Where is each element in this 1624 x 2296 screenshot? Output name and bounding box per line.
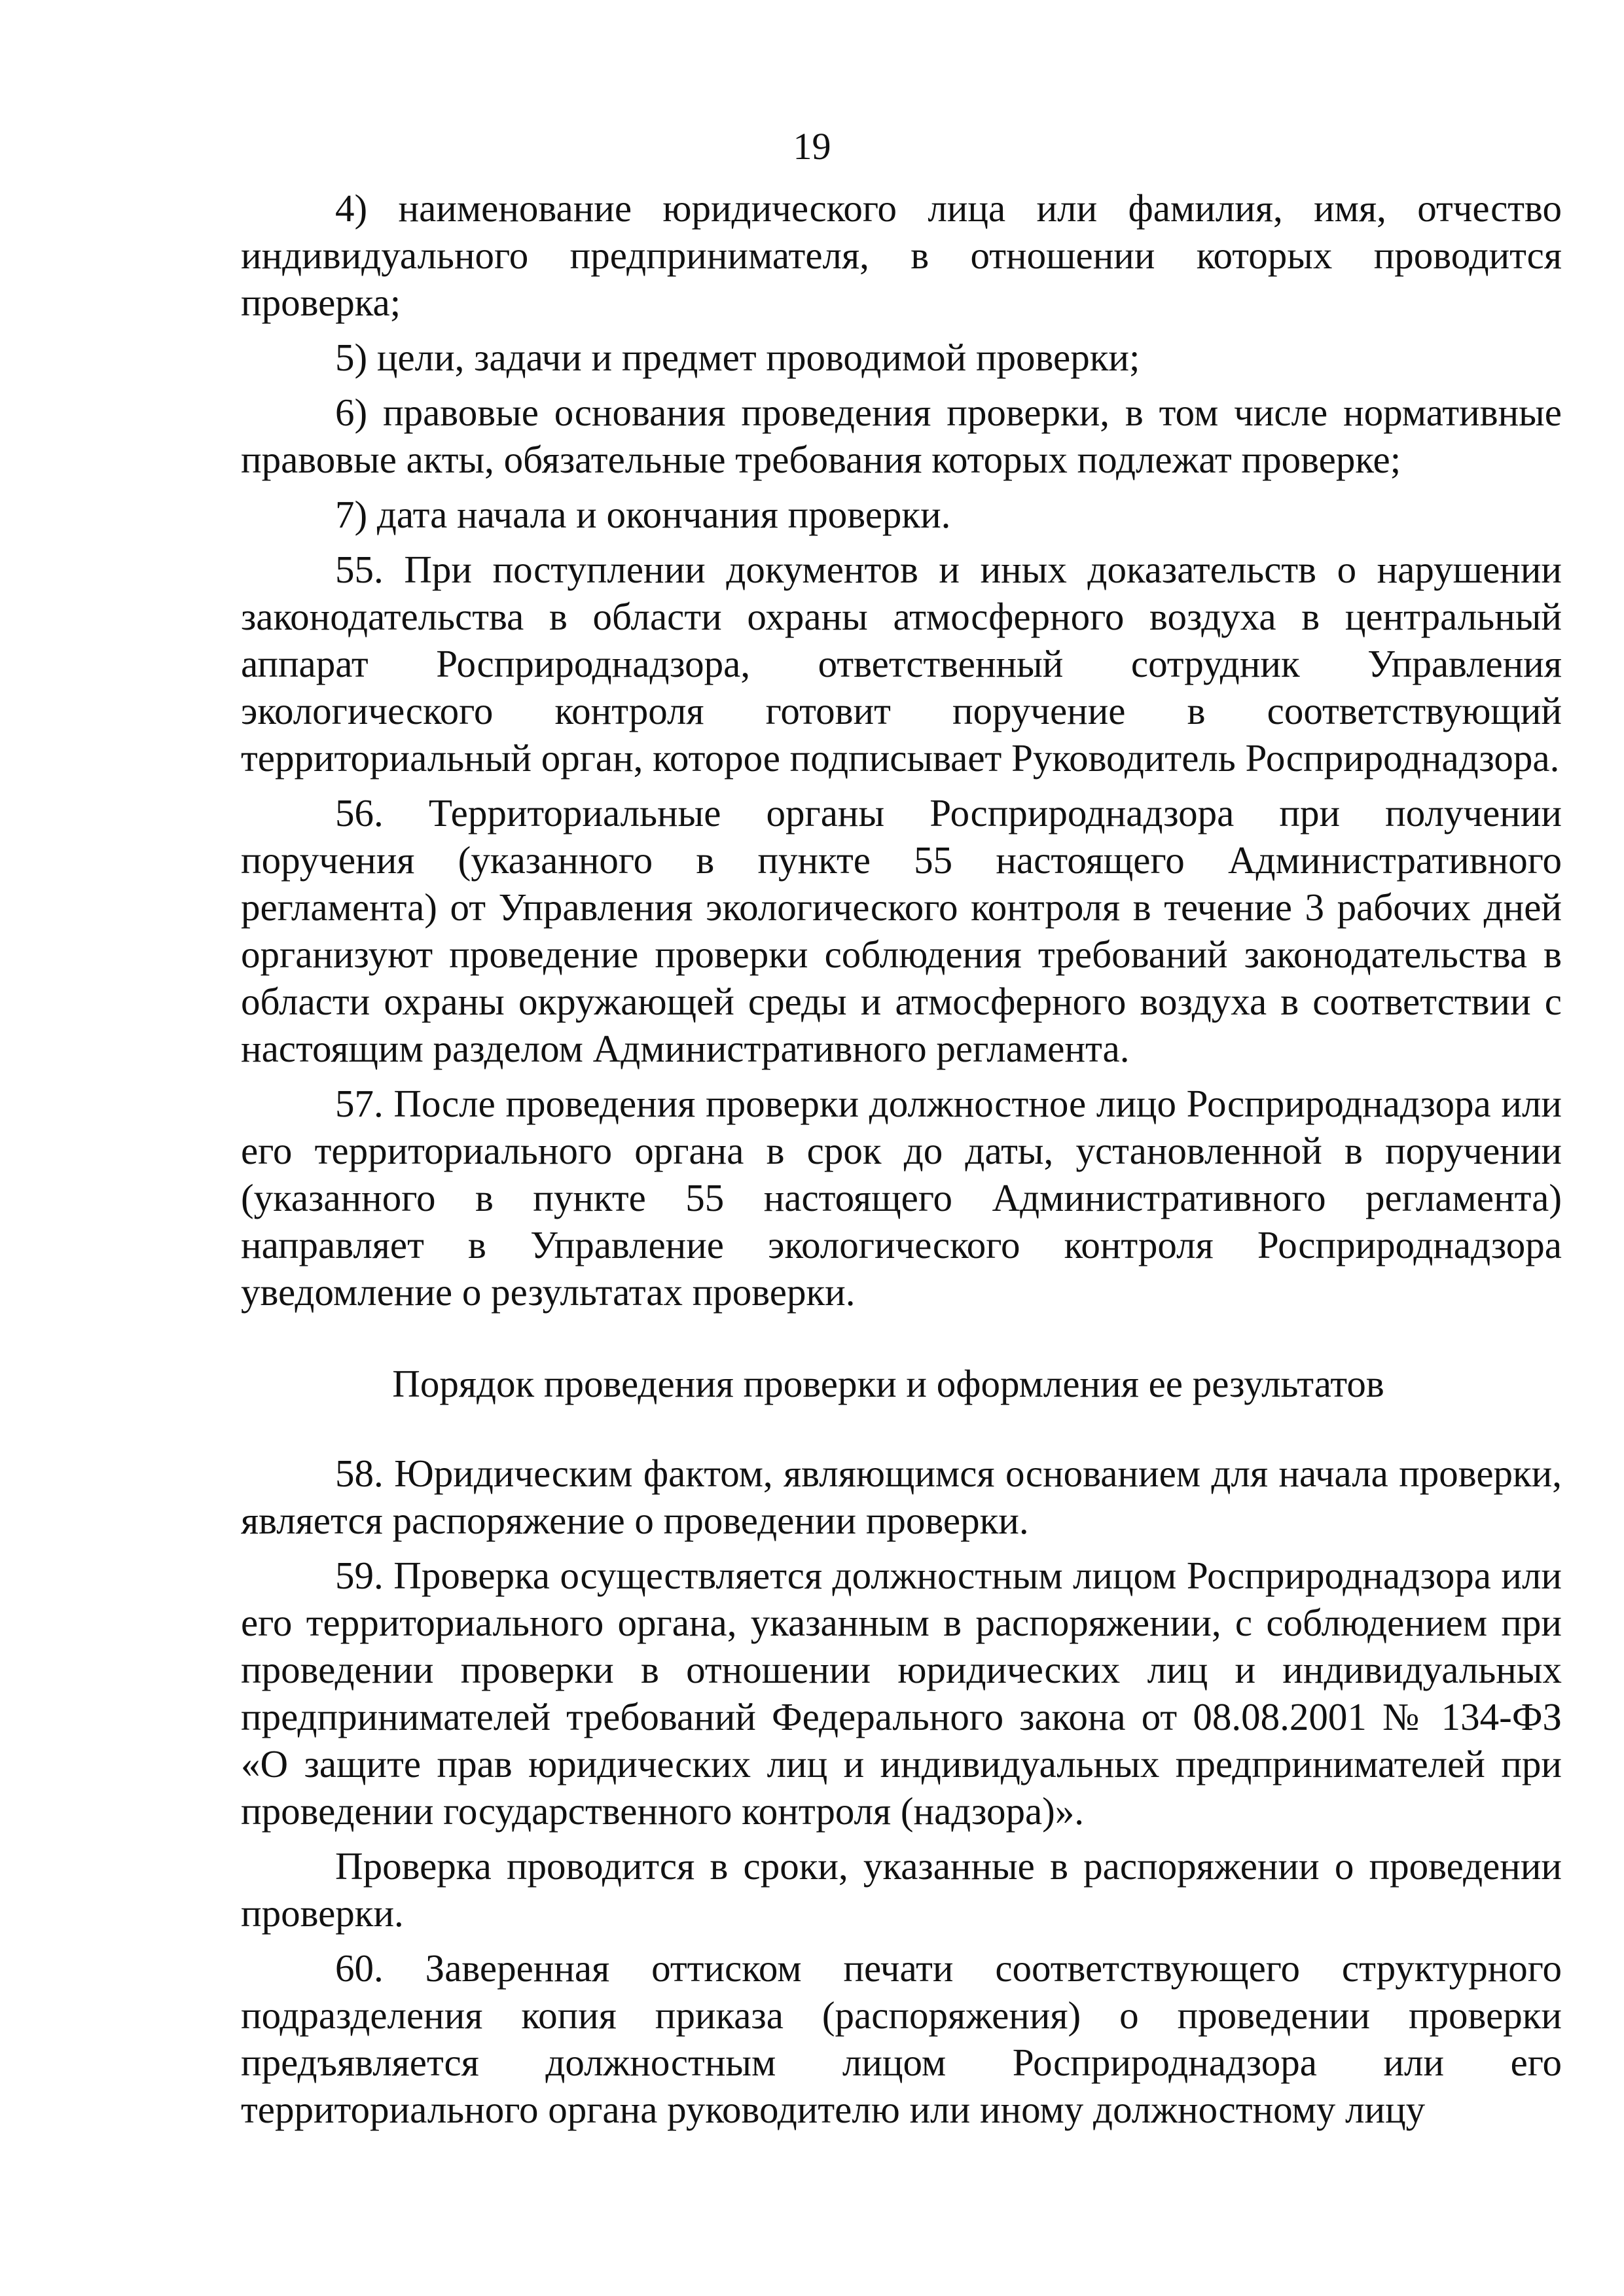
paragraph-item-4: 4) наименование юридического лица или фамилия, имя, отчество индивидуального предпринимателя, в отношении которых проводится проверка;	[241, 187, 1562, 324]
page-number: 19	[793, 125, 831, 168]
paragraph-item-7: 7) дата начала и окончания проверки.	[335, 493, 951, 536]
paragraph-item-5: 5) цели, задачи и предмет проводимой проверки;	[335, 336, 1140, 379]
paragraph-59: 59. Проверка осуществляется должностным лицом Росприроднадзора или его территориального органа, указанным в распоряжении, с соблюдением при проведении проверки в отношении юридических лиц и индивидуальных предпринимателей требований Федерального закона от 08.08.2001 № 134-ФЗ «О защите прав юридических лиц и индивидуальных предпринимателей при проведении государственного контроля (надзора)».	[241, 1554, 1562, 1833]
paragraph-56: 56. Территориальные органы Росприроднадзора при получении поручения (указанного в пункте 55 настоящего Административного регламента) от Управления экологического контроля в течение 3 рабочих дней организуют проведение проверки соблюдения требований законодательства в области охраны окружающей среды и атмосферного воздуха в соответствии с настоящим разделом Административного регламента.	[241, 791, 1562, 1070]
paragraph-58: 58. Юридическим фактом, являющимся основанием для начала проверки, является распоряжение о проведении проверки.	[241, 1452, 1562, 1542]
bottom-paragraphs	[241, 1450, 1562, 2141]
top-paragraphs	[241, 185, 1562, 1323]
paragraph-57: 57. После проведения проверки должностное лицо Росприроднадзора или его территориального органа в срок до даты, установленной в поручении (указанного в пункте 55 настоящего Административного регламента) направляет в Управление экологического контроля Росприроднадзора уведомление о результатах проверки.	[241, 1082, 1562, 1314]
paragraph-55: 55. При поступлении документов и иных доказательств о нарушении законодательства в области охраны атмосферного воздуха в центральный аппарат Росприроднадзора, ответственный сотрудник Управления экологического контроля готовит поручение в соответствующий территориальный орган, которое подписывает Руководитель Росприроднадзора.	[241, 548, 1562, 780]
section-heading: Порядок проведения проверки и оформления ее результатов	[392, 1362, 1384, 1405]
section-heading-container	[241, 1360, 1562, 1407]
paragraph-60: 60. Заверенная оттиском печати соответствующего структурного подразделения копия приказа (распоряжения) о проведении проверки предъявляется должностным лицом Росприроднадзора или его территориального органа руководителю или иному должностному лицу	[241, 1946, 1562, 2131]
paragraph-item-6: 6) правовые основания проведения проверки, в том числе нормативные правовые акты, обязательные требования которых подлежат проверке;	[241, 391, 1562, 481]
paragraph-59-continuation: Проверка проводится в сроки, указанные в распоряжении о проведении проверки.	[241, 1844, 1562, 1935]
